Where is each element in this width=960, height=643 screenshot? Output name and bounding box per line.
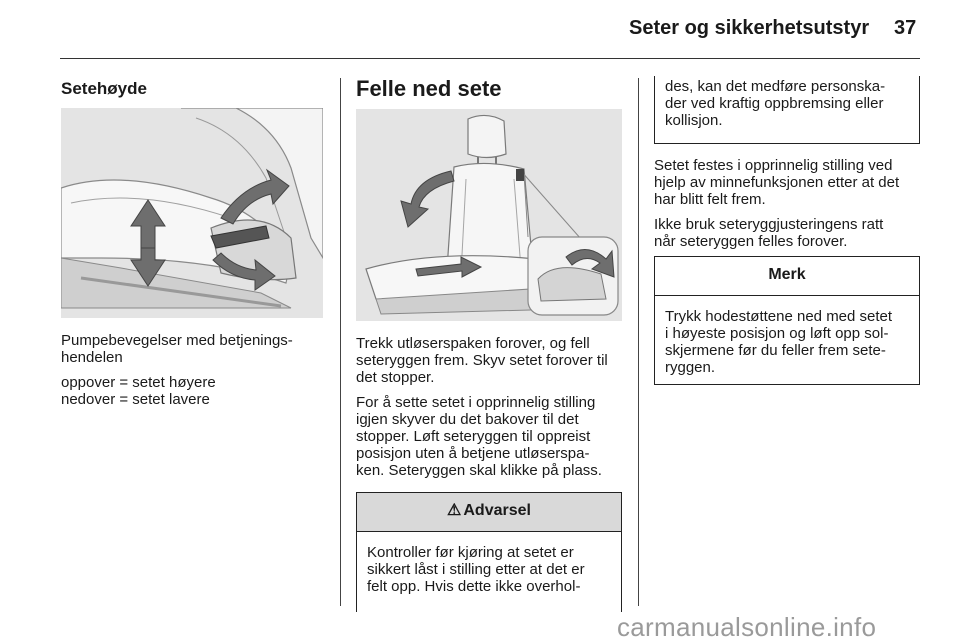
column-divider-2 <box>638 78 639 606</box>
note-box <box>654 256 920 385</box>
warning-box-continued-text: des, kan det medføre personska- der ved kraftig oppbremsing eller kollisjon. <box>665 78 886 129</box>
section-title-fold-seat: Felle ned sete <box>356 76 502 101</box>
fold-instruction-text: Trekk utløserspaken forover, og fell seteryggen frem. Skyv setet forover til det stopper. <box>356 335 608 386</box>
section-title-seat-height: Setehøyde <box>61 79 147 98</box>
memory-function-text: Setet festes i opprinnelig stilling ved hjelp av minnefunksjonen etter at det har blitt felt frem. <box>654 157 900 208</box>
column-1-text <box>61 332 331 416</box>
warning-box-header <box>357 493 621 532</box>
warning-box-continued <box>654 76 920 144</box>
page-number: 37 <box>894 17 917 39</box>
header-rule <box>60 58 920 59</box>
warning-box <box>356 492 622 612</box>
column-2-text <box>356 335 626 487</box>
header-title: Seter og sikkerhetsutstyr <box>629 17 870 39</box>
restore-instruction-text: For å sette setet i opprinnelig stilling igjen skyver du det bakover til det stopper. Løft seteryggen til oppreist posisjon uten å betjene utløserspa- ken. Seteryggen skal klikke på plass. <box>356 394 602 479</box>
pump-instruction-text: Pumpebevegelser med betjenings- hendelen <box>61 332 293 366</box>
seat-height-adjust-illustration <box>61 108 323 318</box>
direction-legend-text: oppover = setet høyere nedover = setet lavere <box>61 374 216 408</box>
warning-box-body: Kontroller før kjøring at setet er sikkert låst i stilling etter at det er felt opp. Hvis dette ikke overhol- <box>367 544 585 595</box>
warning-box-title: Advarsel <box>463 502 531 519</box>
note-box-body: Trykk hodestøttene ned med setet i høyeste posisjon og løft opp sol- skjermene før du feller frem sete- ryggen. <box>665 308 893 376</box>
backrest-adjust-text: Ikke bruk seteryggjusteringens ratt når seteryggen felles forover. <box>654 216 884 250</box>
seat-fold-down-illustration <box>356 109 622 321</box>
site-watermark: carmanualsonline.info <box>617 612 877 642</box>
column-divider-1 <box>340 78 341 606</box>
warning-triangle-icon: ⚠ <box>447 502 462 519</box>
note-box-title: Merk <box>655 257 919 296</box>
column-3-text <box>654 157 924 258</box>
